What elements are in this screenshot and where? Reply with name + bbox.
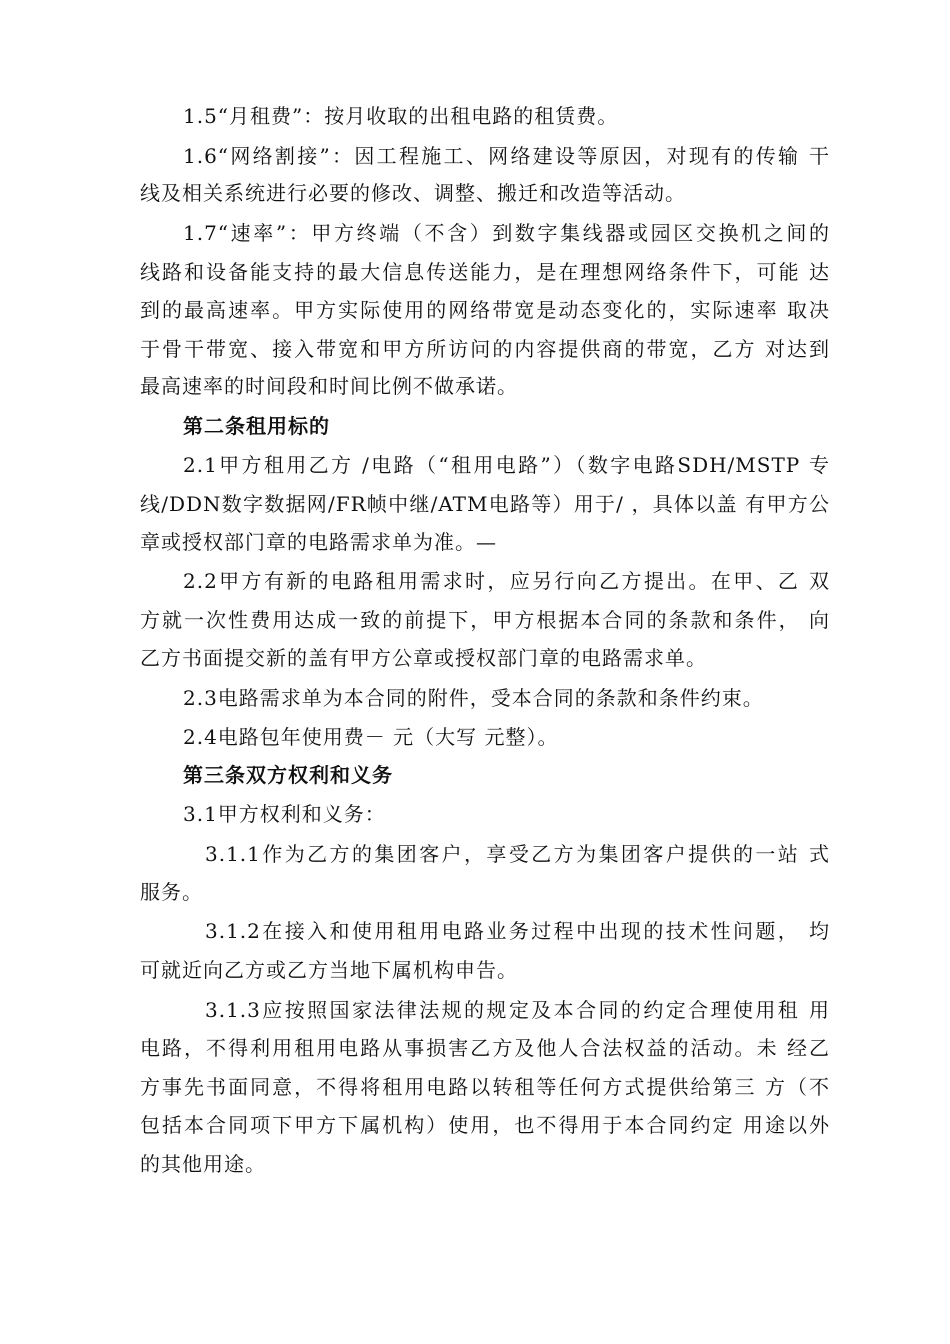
clause-3-1-1-line-1: 3.1.1作为乙方的集团客户，享受乙方为集团客户提供的一站 式 <box>205 842 830 866</box>
clause-2-2-line-1: 2.2甲方有新的电路租用需求时，应另行向乙方提出。在甲、乙 双 <box>183 569 830 593</box>
clause-3-1-2-line-2: 可就近向乙方或乙方当地下属机构申告。 <box>140 958 518 982</box>
clause-3-1: 3.1甲方权利和义务： <box>183 802 386 826</box>
clause-1-6-line-1: 1.6“网络割接”：因工程施工、网络建设等原因，对现有的传输 干 <box>183 144 830 168</box>
clause-3-1-3-line-4: 包括本合同项下甲方下属机构）使用，也不得用于本合同约定 用途以外 <box>140 1113 830 1137</box>
clause-1-7-line-3: 到的最高速率。甲方实际使用的网络带宽是动态变化的，实际速率 取决 <box>140 298 830 322</box>
clause-3-1-3-line-3: 方事先书面同意，不得将租用电路以转租等任何方式提供给第三 方（不 <box>140 1075 830 1099</box>
clause-2-1-line-2: 线/DDN数字数据网/FR帧中继/ATM电路等）用于/ ，具体以盖 有甲方公 <box>140 492 830 516</box>
article-2-heading: 第二条租用标的 <box>183 414 330 438</box>
clause-2-2-line-3: 乙方书面提交新的盖有甲方公章或授权部门章的电路需求单。 <box>140 646 707 670</box>
clause-3-1-3-line-1: 3.1.3应按照国家法律法规的规定及本合同的约定合理使用租 用 <box>205 998 830 1022</box>
clause-2-2-line-2: 方就一次性费用达成一致的前提下，甲方根据本合同的条款和条件， 向 <box>140 608 830 632</box>
clause-2-3: 2.3电路需求单为本合同的附件，受本合同的条款和条件约束。 <box>183 686 764 710</box>
clause-3-1-1-line-2: 服务。 <box>140 880 203 904</box>
clause-3-1-3-line-2: 电路，不得利用租用电路从事损害乙方及他人合法权益的活动。未 经乙 <box>140 1036 830 1060</box>
clause-1-7-line-5: 最高速率的时间段和时间比例不做承诺。 <box>140 374 518 398</box>
clause-2-4: 2.4电路包年使用费－ 元（大写 元整）。 <box>183 725 559 749</box>
clause-3-1-2-line-1: 3.1.2在接入和使用租用电路业务过程中出现的技术性问题， 均 <box>205 919 830 943</box>
article-3-heading: 第三条双方权利和义务 <box>183 763 393 787</box>
clause-2-1-line-3: 章或授权部门章的电路需求单为准。— <box>140 530 497 554</box>
clause-1-6-line-2: 线及相关系统进行必要的修改、调整、搬迁和改造等活动。 <box>140 181 686 205</box>
clause-1-7-line-4: 于骨干带宽、接入带宽和甲方所访问的内容提供商的带宽，乙方 对达到 <box>140 337 830 361</box>
clause-1-7-line-2: 线路和设备能支持的最大信息传送能力，是在理想网络条件下，可能 达 <box>140 260 830 284</box>
clause-2-1-line-1: 2.1甲方租用乙方 /电路（“租用电路”）（数字电路SDH/MSTP 专 <box>183 453 830 477</box>
clause-1-7-line-1: 1.7“速率”：甲方终端（不含）到数字集线器或园区交换机之间的 <box>183 221 830 245</box>
clause-1-5: 1.5“月租费”：按月收取的出租电路的租赁费。 <box>183 104 619 128</box>
clause-3-1-3-line-5: 的其他用途。 <box>140 1152 266 1176</box>
